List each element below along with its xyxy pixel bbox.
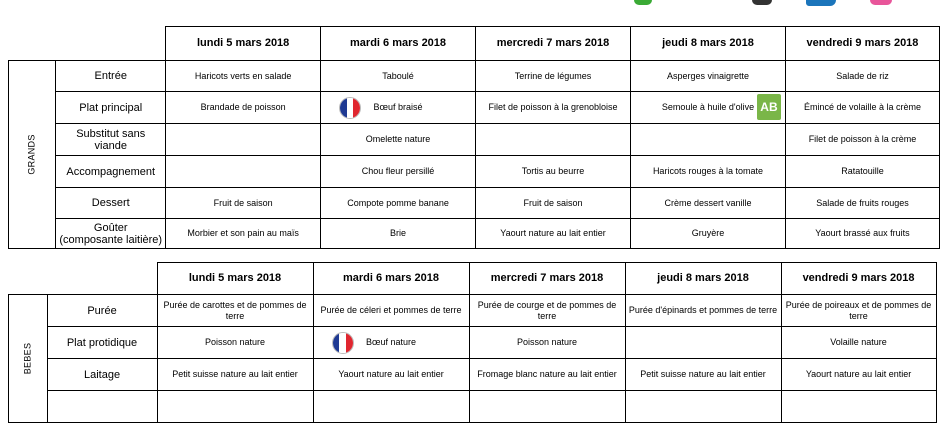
menu-cell: Petit suisse nature au lait entier xyxy=(157,359,313,391)
menu-cell: Poisson nature xyxy=(157,327,313,359)
menu-cell: Yaourt nature au lait entier xyxy=(476,219,631,249)
row-label: Accompagnement xyxy=(56,156,166,188)
day-header: vendredi 9 mars 2018 xyxy=(781,263,936,295)
row-label: Dessert xyxy=(56,188,166,219)
day-header: vendredi 9 mars 2018 xyxy=(785,27,939,61)
menu-cell: Ratatouille xyxy=(785,156,939,188)
menu-cell xyxy=(313,391,469,423)
menu-cell: Petit suisse nature au lait entier xyxy=(625,359,781,391)
menu-cell-with-flag xyxy=(321,92,476,124)
menu-cell: Terrine de légumes xyxy=(476,61,631,92)
menu-cell xyxy=(781,391,936,423)
menu-cell xyxy=(625,327,781,359)
menu-cell: Yaourt nature au lait entier xyxy=(313,359,469,391)
menu-cell: Yaourt nature au lait entier xyxy=(781,359,936,391)
menu-cell: Purée d'épinards et pommes de terre xyxy=(625,295,781,327)
logo-fragment-blue xyxy=(806,0,836,6)
menu-cell: Filet de poisson à la crème xyxy=(785,124,939,156)
menu-cell-with-bio xyxy=(631,92,786,124)
table-row xyxy=(9,124,940,156)
menu-cell: Émincé de volaille à la crème xyxy=(785,92,939,124)
menu-cell: Salade de riz xyxy=(785,61,939,92)
menu-cell: Haricots verts en salade xyxy=(166,61,321,92)
menu-cell: Brandade de poisson xyxy=(166,92,321,124)
menu-cell: Crème dessert vanille xyxy=(631,188,786,219)
menu-cell: Fruit de saison xyxy=(166,188,321,219)
menu-cell xyxy=(166,156,321,188)
menu-cell: Morbier et son pain au maïs xyxy=(166,219,321,249)
day-header: lundi 5 mars 2018 xyxy=(166,27,321,61)
menu-cell: Fruit de saison xyxy=(476,188,631,219)
menu-table-grands xyxy=(8,26,940,249)
menu-cell-with-flag xyxy=(313,327,469,359)
menu-cell xyxy=(469,391,625,423)
group-label-bebes: BEBES xyxy=(9,295,48,423)
menu-cell: Purée de carottes et de pommes de terre xyxy=(157,295,313,327)
menu-cell: Asperges vinaigrette xyxy=(631,61,786,92)
table-row xyxy=(9,391,937,423)
day-header: jeudi 8 mars 2018 xyxy=(625,263,781,295)
day-header: mercredi 7 mars 2018 xyxy=(469,263,625,295)
row-label: Substitut sans viande xyxy=(56,124,166,156)
menu-cell: Purée de courge et de pommes de terre xyxy=(469,295,625,327)
menu-cell: Purée de poireaux et de pommes de terre xyxy=(781,295,936,327)
table-row xyxy=(9,219,940,249)
menu-cell xyxy=(166,124,321,156)
row-label: Purée xyxy=(47,295,157,327)
row-label xyxy=(47,391,157,423)
french-flag-icon xyxy=(332,332,354,354)
menu-table-bebes xyxy=(8,262,937,423)
table-row xyxy=(9,295,937,327)
dish-text: Bœuf braisé xyxy=(373,102,423,112)
day-header: lundi 5 mars 2018 xyxy=(157,263,313,295)
menu-cell: Fromage blanc nature au lait entier xyxy=(469,359,625,391)
corner-cell xyxy=(9,263,158,295)
group-label-grands: GRANDS xyxy=(9,61,56,249)
table-row xyxy=(9,327,937,359)
menu-cell: Omelette nature xyxy=(321,124,476,156)
menu-cell: Chou fleur persillé xyxy=(321,156,476,188)
menu-cell: Taboulé xyxy=(321,61,476,92)
table-row xyxy=(9,359,937,391)
menu-cell xyxy=(476,124,631,156)
menu-cell: Purée de céleri et pommes de terre xyxy=(313,295,469,327)
menu-cell: Gruyère xyxy=(631,219,786,249)
logo-fragment-pink xyxy=(870,0,892,5)
table-row xyxy=(9,188,940,219)
corner-cell xyxy=(9,27,166,61)
day-header: mardi 6 mars 2018 xyxy=(321,27,476,61)
logo-fragment-dark xyxy=(752,0,772,5)
table-row xyxy=(9,61,940,92)
day-header: mercredi 7 mars 2018 xyxy=(476,27,631,61)
french-flag-icon xyxy=(339,97,361,119)
menu-cell: Haricots rouges à la tomate xyxy=(631,156,786,188)
menu-cell: Yaourt brassé aux fruits xyxy=(785,219,939,249)
row-label: Laitage xyxy=(47,359,157,391)
row-label: Entrée xyxy=(56,61,166,92)
menu-cell: Salade de fruits rouges xyxy=(785,188,939,219)
row-label: Plat principal xyxy=(56,92,166,124)
menu-cell xyxy=(157,391,313,423)
row-label: Plat protidique xyxy=(47,327,157,359)
header-row xyxy=(9,263,937,295)
row-label: Goûter (composante laitière) xyxy=(56,219,166,249)
menu-cell: Poisson nature xyxy=(469,327,625,359)
dish-text: Semoule à huile d'olive xyxy=(661,102,755,112)
logo-fragment-green xyxy=(634,0,652,5)
menu-cell xyxy=(631,124,786,156)
day-header: jeudi 8 mars 2018 xyxy=(631,27,786,61)
dish-text: Bœuf nature xyxy=(366,337,417,347)
table-row xyxy=(9,156,940,188)
menu-cell: Brie xyxy=(321,219,476,249)
table-row xyxy=(9,92,940,124)
header-row xyxy=(9,27,940,61)
ab-organic-logo-icon: AB xyxy=(757,94,781,120)
menu-cell: Compote pomme banane xyxy=(321,188,476,219)
menu-cell xyxy=(625,391,781,423)
day-header: mardi 6 mars 2018 xyxy=(313,263,469,295)
menu-cell: Filet de poisson à la grenobloise xyxy=(476,92,631,124)
menu-cell: Volaille nature xyxy=(781,327,936,359)
menu-cell: Tortis au beurre xyxy=(476,156,631,188)
